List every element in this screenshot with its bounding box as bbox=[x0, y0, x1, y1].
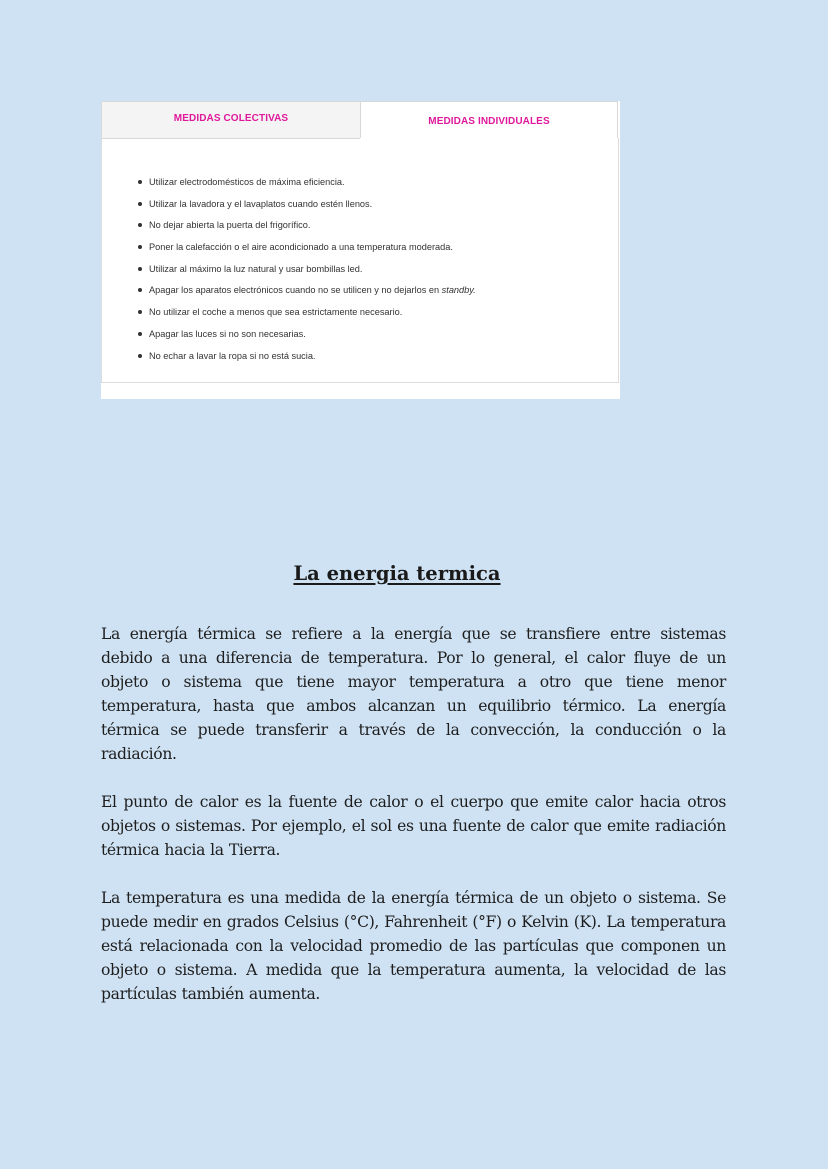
article-title: La energia termica bbox=[293, 562, 501, 585]
list-item bbox=[149, 241, 476, 263]
list-item-emphasis: standby. bbox=[441, 285, 476, 296]
list-item bbox=[149, 328, 476, 350]
list-item bbox=[149, 219, 476, 241]
list-item bbox=[149, 350, 476, 372]
list-item bbox=[149, 306, 476, 328]
list-item-text: Utilizar electrodomésticos de máxima eficiencia. bbox=[149, 177, 345, 187]
list-item-text: Apagar las luces si no son necesarias. bbox=[149, 328, 306, 339]
article-paragraph-3: La temperatura es una medida de la energía térmica de un objeto o sistema. Se puede medir en grados Celsius (°C), Fahrenheit (°F) o Kelvin (K). La temperatura está relacionada con la velocidad promedio de las partículas que componen un objeto o sistema. A medida que la temperatura aumenta, la velocidad de las partículas también aumenta. bbox=[101, 889, 726, 1003]
article-paragraph-1: La energía térmica se refiere a la energía que se transfiere entre sistemas debido a una diferencia de temperatura. Por lo general, el calor fluye de un objeto o sistema que tiene mayor temperatura a otro que tiene menor temperatura, hasta que ambos alcanzan un equilibrio térmico. La energía térmica se puede transferir a través de la convección, la conducción o la radiación. bbox=[101, 625, 726, 763]
measures-tabs-card bbox=[101, 101, 620, 399]
list-item bbox=[149, 263, 476, 285]
list-item-text: No echar a lavar la ropa si no está sucia. bbox=[149, 350, 316, 361]
list-item bbox=[149, 198, 476, 220]
tab-bar bbox=[101, 101, 618, 139]
tab-medidas-individuales[interactable]: MEDIDAS INDIVIDUALES bbox=[360, 101, 618, 139]
list-item-text: Apagar los aparatos electrónicos cuando no se utilicen y no dejarlos en bbox=[149, 285, 440, 296]
list-item bbox=[149, 176, 476, 198]
tab-panel-individual bbox=[101, 138, 619, 383]
list-item-text: Poner la calefacción o el aire acondicionado a una temperatura moderada. bbox=[149, 242, 453, 253]
tab-medidas-colectivas[interactable]: MEDIDAS COLECTIVAS bbox=[101, 101, 360, 139]
list-item-text: No dejar abierta la puerta del frigorífico. bbox=[149, 220, 311, 231]
list-item-text: No utilizar el coche a menos que sea estrictamente necesario. bbox=[149, 307, 403, 318]
list-item-text: Utilizar al máximo la luz natural y usar bombillas led. bbox=[149, 263, 363, 274]
list-item-text: Utilizar la lavadora y el lavaplatos cuando estén llenos. bbox=[149, 198, 373, 209]
article-paragraph-2: El punto de calor es la fuente de calor o el cuerpo que emite calor hacia otros objetos o sistemas. Por ejemplo, el sol es una fuente de calor que emite radiación térmica hacia la Tierra. bbox=[101, 793, 726, 859]
measures-list bbox=[149, 176, 476, 371]
list-item bbox=[149, 284, 476, 306]
